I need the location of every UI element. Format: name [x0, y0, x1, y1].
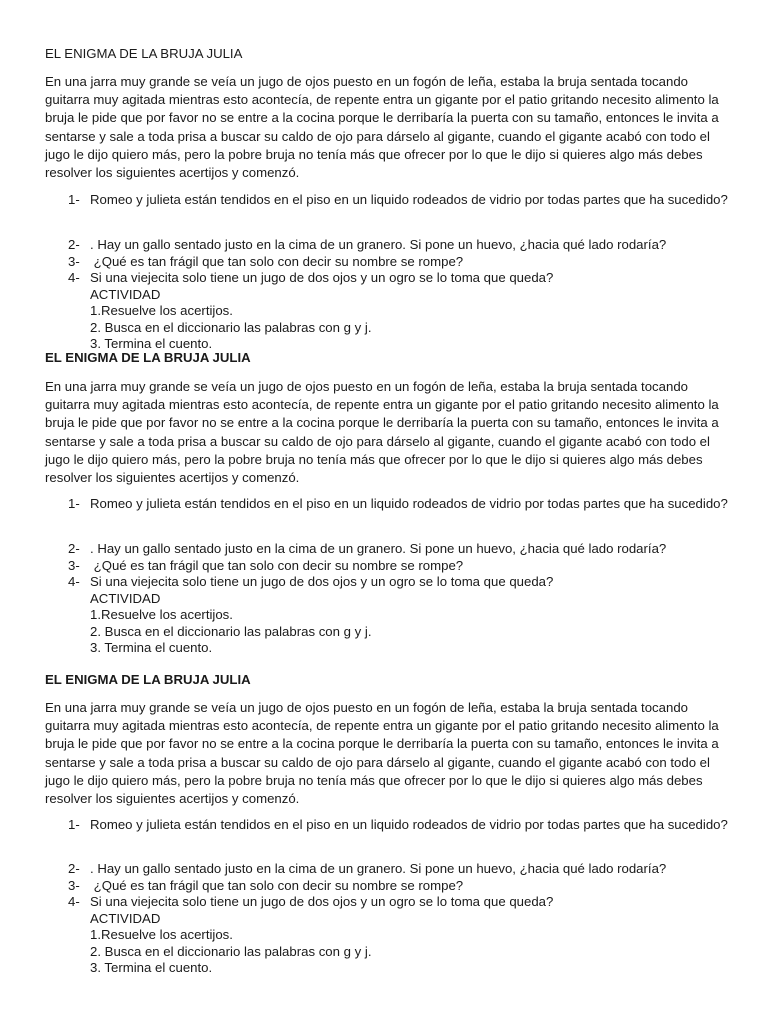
riddle-text: Romeo y julieta están tendidos en el piso en un liquido rodeados de vidrio por todas partes que ha sucedido? [90, 496, 728, 511]
riddle-number: 1- [68, 817, 80, 832]
riddle-text: ¿Qué es tan frágil que tan solo con decir su nombre se rompe? [90, 253, 464, 269]
riddle-number: 2- [68, 237, 80, 252]
story-title: EL ENIGMA DE LA BRUJA JULIA [45, 350, 251, 365]
riddle-1 [68, 191, 728, 208]
story-paragraph: En una jarra muy grande se veía un jugo de ojos puesto en un fogón de leña, estaba la bruja sentada tocando guitarra muy agitada mientras esto acontecía, de repente entra un gigante por el patio gritando necesito alimento la bruja le pide que por favor no se entre a la cocina porque le derribaría la puerta con su tamaño, entonces le invita a sentarse y sale a toda prisa a buscar su caldo de ojo para dárselo al gigante, cuando el gigante acabó con todo el jugo le dijo quiero más, pero la pobre bruja no tenía más que ofrecer por lo que le dijo si quieres algo más debes resolver los siguientes acertijos y comenzó. [45, 74, 719, 181]
story-title: EL ENIGMA DE LA BRUJA JULIA [45, 46, 243, 61]
riddle-number: 1- [68, 192, 80, 207]
riddle-number: 4- [68, 270, 80, 285]
riddle-4 [68, 574, 758, 591]
riddle-number: 2- [68, 861, 80, 876]
activity-item-1: 1.Resuelve los acertijos. [90, 607, 233, 622]
activity-heading: ACTIVIDAD [90, 910, 161, 926]
riddle-2 [68, 861, 758, 878]
riddle-4 [68, 894, 758, 911]
riddle-text: . Hay un gallo sentado justo en la cima de un granero. Si pone un huevo, ¿hacia qué lado rodaría? [90, 861, 667, 876]
activity-item-3: 3. Termina el cuento. [90, 336, 213, 351]
riddle-text: Si una viejecita solo tiene un jugo de dos ojos y un ogro se lo toma que queda? [90, 894, 554, 909]
riddle-text: ¿Qué es tan frágil que tan solo con decir su nombre se rompe? [90, 877, 464, 893]
activity-item-2: 2. Busca en el diccionario las palabras con g y j. [90, 319, 372, 335]
riddle-text: Si una viejecita solo tiene un jugo de dos ojos y un ogro se lo toma que queda? [90, 574, 554, 589]
riddle-text: Romeo y julieta están tendidos en el piso en un liquido rodeados de vidrio por todas partes que ha sucedido? [90, 192, 728, 207]
riddle-number: 3- [68, 557, 80, 573]
riddle-3 [68, 878, 758, 895]
story-title: EL ENIGMA DE LA BRUJA JULIA [45, 672, 251, 687]
riddle-number: 2- [68, 541, 80, 556]
story-paragraph: En una jarra muy grande se veía un jugo de ojos puesto en un fogón de leña, estaba la bruja sentada tocando guitarra muy agitada mientras esto acontecía, de repente entra un gigante por el patio gritando necesito alimento la bruja le pide que por favor no se entre a la cocina porque le derribaría la puerta con su tamaño, entonces le invita a sentarse y sale a toda prisa a buscar su caldo de ojo para dárselo al gigante, cuando el gigante acabó con todo el jugo le dijo quiero más, pero la pobre bruja no tenía más que ofrecer por lo que le dijo si quieres algo más debes resolver los siguientes acertijos y comenzó. [45, 379, 719, 486]
riddle-text: . Hay un gallo sentado justo en la cima de un granero. Si pone un huevo, ¿hacia qué lado rodaría? [90, 541, 667, 556]
riddle-text: . Hay un gallo sentado justo en la cima de un granero. Si pone un huevo, ¿hacia qué lado rodaría? [90, 237, 667, 252]
riddle-number: 1- [68, 496, 80, 511]
riddle-3 [68, 558, 758, 575]
riddle-1 [68, 495, 728, 512]
riddle-number: 3- [68, 253, 80, 269]
activity-item-3: 3. Termina el cuento. [90, 640, 213, 655]
riddle-text: Romeo y julieta están tendidos en el piso en un liquido rodeados de vidrio por todas partes que ha sucedido? [90, 817, 728, 832]
activity-heading: ACTIVIDAD [90, 590, 161, 606]
activity-heading: ACTIVIDAD [90, 286, 161, 302]
activity-item-1: 1.Resuelve los acertijos. [90, 303, 233, 318]
riddle-4 [68, 270, 758, 287]
story-paragraph: En una jarra muy grande se veía un jugo de ojos puesto en un fogón de leña, estaba la bruja sentada tocando guitarra muy agitada mientras esto acontecía, de repente entra un gigante por el patio gritando necesito alimento la bruja le pide que por favor no se entre a la cocina porque le derribaría la puerta con su tamaño, entonces le invita a sentarse y sale a toda prisa a buscar su caldo de ojo para dárselo al gigante, cuando el gigante acabó con todo el jugo le dijo quiero más, pero la pobre bruja no tenía más que ofrecer por lo que le dijo si quieres algo más debes resolver los siguientes acertijos y comenzó. [45, 700, 719, 807]
riddle-number: 4- [68, 894, 80, 909]
riddle-text: Si una viejecita solo tiene un jugo de dos ojos y un ogro se lo toma que queda? [90, 270, 554, 285]
riddle-number: 4- [68, 574, 80, 589]
riddle-2 [68, 237, 758, 254]
activity-item-2: 2. Busca en el diccionario las palabras con g y j. [90, 623, 372, 639]
activity-item-1: 1.Resuelve los acertijos. [90, 927, 233, 942]
activity-item-2: 2. Busca en el diccionario las palabras con g y j. [90, 943, 372, 959]
riddle-1 [68, 816, 728, 833]
riddle-text: ¿Qué es tan frágil que tan solo con decir su nombre se rompe? [90, 557, 464, 573]
riddle-2 [68, 541, 758, 558]
riddle-number: 3- [68, 877, 80, 893]
riddle-3 [68, 254, 758, 271]
activity-item-3: 3. Termina el cuento. [90, 960, 213, 975]
